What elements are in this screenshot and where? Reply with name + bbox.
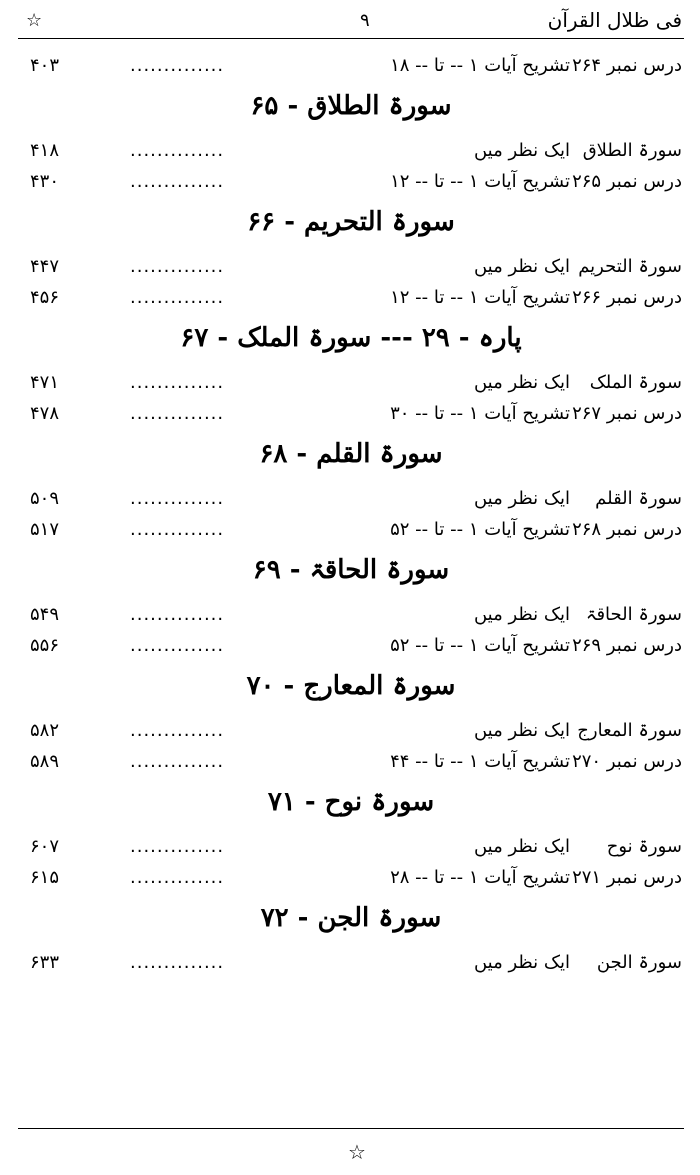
toc-entry <box>20 372 682 403</box>
entry-label: درس نمبر ۲۶۹ <box>572 635 682 656</box>
toc-entry <box>20 256 682 287</box>
toc-entry <box>20 604 682 635</box>
entry-description: تشریح آیات ۱ -- تا -- ۵۲ <box>390 635 570 656</box>
entry-label: سورۃ التحریم <box>578 256 682 277</box>
toc-entry <box>20 952 682 983</box>
page-number: ۹ <box>360 10 370 31</box>
surah-heading-text: سورۃ المعارج - ۷۰ <box>246 671 456 701</box>
entry-page-number: ۴۳۰ <box>30 171 60 192</box>
leader-dots: .............. <box>130 604 225 625</box>
entry-label: سورۃ الملک <box>589 372 682 393</box>
entry-page-number: ۴۱۸ <box>30 140 60 161</box>
footer-rule <box>18 1128 684 1129</box>
star-icon: ☆ <box>26 10 43 31</box>
toc-entry <box>20 836 682 867</box>
surah-heading <box>20 318 682 366</box>
entry-label: سورۃ الجن <box>596 952 682 973</box>
entry-page-number: ۵۴۹ <box>30 604 60 625</box>
entry-description: ایک نظر میں <box>473 488 570 509</box>
entry-description: ایک نظر میں <box>473 256 570 277</box>
entry-page-number: ۴۴۷ <box>30 256 60 277</box>
leader-dots: .............. <box>130 140 225 161</box>
entry-description: تشریح آیات ۱ -- تا -- ۱۲ <box>390 171 570 192</box>
entry-label: درس نمبر ۲۶۸ <box>572 519 682 540</box>
toc-entry <box>20 488 682 519</box>
leader-dots: .............. <box>130 403 225 424</box>
entry-page-number: ۵۸۹ <box>30 751 60 772</box>
entry-description: ایک نظر میں <box>473 952 570 973</box>
entry-page-number: ۶۳۳ <box>30 952 60 973</box>
surah-heading <box>20 666 682 714</box>
toc-entry <box>20 403 682 434</box>
leader-dots: .............. <box>130 635 225 656</box>
entry-label: سورۃ الطلاق <box>582 140 682 161</box>
entry-description: ایک نظر میں <box>473 372 570 393</box>
header-rule <box>18 38 684 39</box>
entry-label: سورۃ الحاقۃ <box>585 604 682 625</box>
entry-page-number: ۴۷۸ <box>30 403 60 424</box>
entry-label: درس نمبر ۲۷۰ <box>572 751 682 772</box>
entry-page-number: ۶۱۵ <box>30 867 60 888</box>
leader-dots: .............. <box>130 751 225 772</box>
entry-label: سورۃ القلم <box>595 488 682 509</box>
entry-page-number: ۵۰۹ <box>30 488 60 509</box>
toc-entry <box>20 171 682 202</box>
leader-dots: .............. <box>130 519 225 540</box>
entry-description: ایک نظر میں <box>473 836 570 857</box>
toc-entry <box>20 140 682 171</box>
leader-dots: .............. <box>130 488 225 509</box>
entry-label: درس نمبر ۲۷۱ <box>572 867 682 888</box>
leader-dots: .............. <box>130 952 225 973</box>
entry-label: درس نمبر ۲۶۷ <box>572 403 682 424</box>
leader-dots: .............. <box>130 372 225 393</box>
entry-description: تشریح آیات ۱ -- تا -- ۱۲ <box>390 287 570 308</box>
entry-description: تشریح آیات ۱ -- تا -- ۴۴ <box>390 751 570 772</box>
surah-heading <box>20 898 682 946</box>
toc-entry <box>20 519 682 550</box>
entry-page-number: ۴۷۱ <box>30 372 60 393</box>
surah-heading-text: سورۃ نوح - ۷۱ <box>267 787 435 817</box>
surah-heading-text: سورۃ الطلاق - ۶۵ <box>250 91 452 121</box>
toc-entry <box>20 867 682 898</box>
entry-description: ایک نظر میں <box>473 140 570 161</box>
entry-label: سورۃ نوح <box>606 836 682 857</box>
entry-page-number: ۵۱۷ <box>30 519 60 540</box>
entry-label: درس نمبر ۲۶۴ <box>572 55 682 76</box>
entry-description: تشریح آیات ۱ -- تا -- ۵۲ <box>390 519 570 540</box>
entry-page-number: ۴۰۳ <box>30 55 60 76</box>
footer-star-icon: ☆ <box>348 1140 366 1164</box>
leader-dots: .............. <box>130 55 225 76</box>
leader-dots: .............. <box>130 256 225 277</box>
toc-entry <box>20 751 682 782</box>
surah-heading-text: سورۃ الحاقۃ - ۶۹ <box>252 555 450 585</box>
leader-dots: .............. <box>130 171 225 192</box>
entry-description: تشریح آیات ۱ -- تا -- ۲۸ <box>390 867 570 888</box>
surah-heading-text: سورۃ الجن - ۷۲ <box>260 903 442 933</box>
surah-heading-text: سورۃ التحریم - ۶۶ <box>247 207 455 237</box>
entry-description: ایک نظر میں <box>473 720 570 741</box>
surah-heading-text: سورۃ القلم - ۶۸ <box>259 439 443 469</box>
entry-label: درس نمبر ۲۶۶ <box>572 287 682 308</box>
book-title: فی ظلال القرآن <box>547 8 682 32</box>
leader-dots: .............. <box>130 287 225 308</box>
entry-page-number: ۵۸۲ <box>30 720 60 741</box>
surah-heading <box>20 86 682 134</box>
page-header <box>20 6 684 36</box>
leader-dots: .............. <box>130 720 225 741</box>
surah-heading <box>20 202 682 250</box>
surah-heading-text: پارہ - ۲۹ --- سورۃ الملک - ۶۷ <box>180 323 522 353</box>
leader-dots: .............. <box>130 836 225 857</box>
entry-description: تشریح آیات ۱ -- تا -- ۱۸ <box>390 55 570 76</box>
toc-entry <box>20 55 682 86</box>
entry-page-number: ۶۰۷ <box>30 836 60 857</box>
toc-entry <box>20 720 682 751</box>
table-of-contents <box>20 55 682 983</box>
entry-label: درس نمبر ۲۶۵ <box>572 171 682 192</box>
surah-heading <box>20 434 682 482</box>
leader-dots: .............. <box>130 867 225 888</box>
entry-page-number: ۴۵۶ <box>30 287 60 308</box>
entry-description: ایک نظر میں <box>473 604 570 625</box>
toc-entry <box>20 635 682 666</box>
surah-heading <box>20 782 682 830</box>
entry-description: تشریح آیات ۱ -- تا -- ۳۰ <box>390 403 570 424</box>
entry-label: سورۃ المعارج <box>577 720 682 741</box>
entry-page-number: ۵۵۶ <box>30 635 60 656</box>
surah-heading <box>20 550 682 598</box>
toc-entry <box>20 287 682 318</box>
